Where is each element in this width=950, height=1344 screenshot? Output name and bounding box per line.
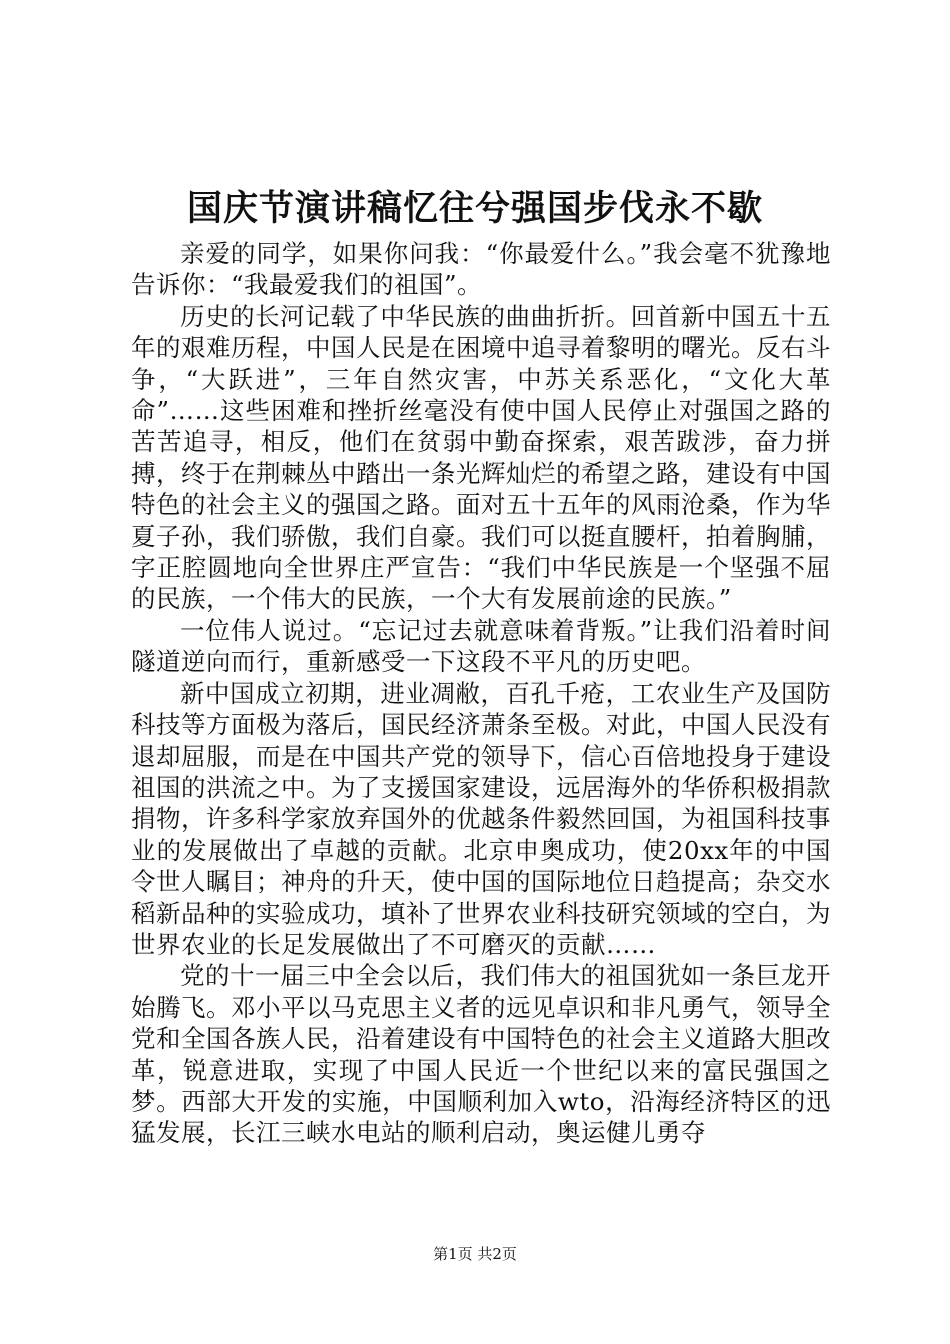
paragraph-2: 历史的长河记载了中华民族的曲曲折折。回首新中国五十五年的艰难历程，中国人民是在困境中追寻着黎明的曙光。反右斗争，“大跃进”，三年自然灾害，中苏关系恶化，“文化大革命”……这些困难和挫折丝毫没有使中国人民停止对强国之路的苦苦追寻，相反，他们在贫弱中勤奋探索，艰苦跋涉，奋力拼搏，终于在荆棘丛中踏出一条光辉灿烂的希望之路，建设有中国特色的社会主义的强国之路。面对五十五年的风雨沧桑，作为华夏子孙，我们骄傲，我们自豪。我们可以挺直腰杆，拍着胸脯，字正腔圆地向全世界庄严宣告：“我们中华民族是一个坚强不屈的民族，一个伟大的民族，一个大有发展前途的民族。”	[131, 301, 831, 614]
page-number-footer: 第1页 共2页	[433, 1245, 517, 1263]
document-body	[131, 238, 831, 1149]
document-title: 国庆节演讲稿忆往兮强国步伐永不歇	[186, 189, 763, 229]
paragraph-1: 亲爱的同学，如果你问我：“你最爱什么。”我会毫不犹豫地告诉你：“我最爱我们的祖国”。	[131, 239, 831, 300]
paragraph-3: 一位伟人说过。“忘记过去就意味着背叛。”让我们沿着时间隧道逆向而行，重新感受一下这段不平凡的历史吧。	[131, 615, 831, 677]
paragraph-5: 党的十一届三中全会以后，我们伟大的祖国犹如一条巨龙开始腾飞。邓小平以马克思主义者的远见卓识和非凡勇气，领导全党和全国各族人民，沿着建设有中国特色的社会主义道路大胆改革，锐意进取，实现了中国人民近一个世纪以来的富民强国之梦。西部大开发的实施，中国顺利加入wto，沿海经济特区的迅猛发展，长江三峡水电站的顺利启动，奥运健儿勇夺	[131, 961, 831, 1148]
paragraph-4: 新中国成立初期，进业凋敝，百孔千疮，工农业生产及国防科技等方面极为落后，国民经济萧条至极。对此，中国人民没有退却屈服，而是在中国共产党的领导下，信心百倍地投身于建设祖国的洪流之中。为了支援国家建设，远居海外的华侨积极捐款捐物，许多科学家放弃国外的优越条件毅然回国，为祖国科技事业的发展做出了卓越的贡献。北京申奥成功，使20xx年的中国令世人瞩目；神舟的升天，使中国的国际地位日趋提高；杂交水稻新品种的实验成功，填补了世界农业科技研究领域的空白，为世界农业的长足发展做出了不可磨灭的贡献……	[131, 678, 831, 959]
